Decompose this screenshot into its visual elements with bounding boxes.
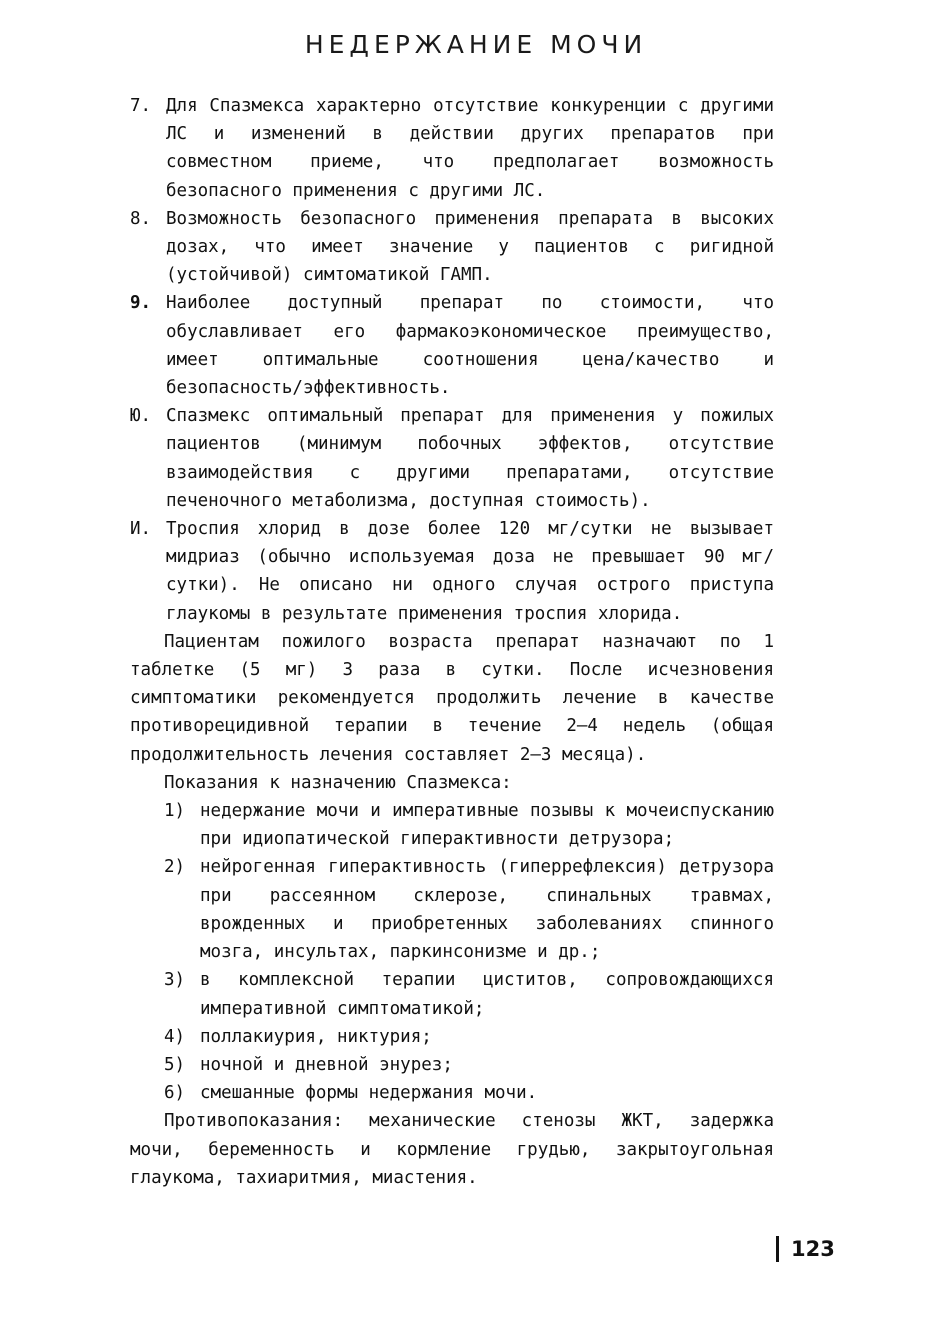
item-number: 9.: [130, 293, 152, 314]
item-text: Возможность безопасного применения препарата в высоких дозах, что имеет значение у пациентов с ригидной (устойчивой) симтоматикой ГАМП.: [166, 208, 774, 286]
contraindications-paragraph: Противопоказания: механические стенозы ЖКТ, задержка мочи, беременность и кормление грудью, закрытоугольная глаукома, тахиаритмия, миастения.: [130, 1111, 774, 1188]
dosage-paragraph: Пациентам пожилого возраста препарат назначают по 1 таблетке (5 мг) 3 раза в сутки. После исчезновения симптоматики рекомендуется продолжить лечение в качестве противорецидивной терапии в течение 2–4 недель (общая продолжительность лечения составляет 2–3 месяца).: [130, 631, 774, 765]
item-text: Троспия хлорид в дозе более 120 мг/сутки не вызывает мидриаз (обычно используемая доза не превышает 90 мг/сутки). Не описано ни одного случая острого приступа глаукомы в результате применения троспия хлорида.: [166, 519, 774, 624]
indications-heading: Показания к назначению Спазмекса:: [164, 772, 512, 793]
item-number: 4): [164, 1026, 186, 1047]
item-number: 7.: [130, 96, 152, 116]
item-text: нейрогенная гиперактивность (гиперрефлексия) детрузора при рассеянном склерозе, спинальных травмах, врожденных и приобретенных заболеваниях спинного мозга, инсультах, паркинсонизме и др.;: [200, 857, 774, 963]
indication-item: [130, 1051, 774, 1079]
item-text: недержание мочи и императивные позывы к мочеиспусканию при идиопатической гиперактивности детрузора;: [200, 801, 774, 850]
item-text: поллакиурия, никтурия;: [200, 1026, 432, 1047]
item-number: 8.: [130, 208, 152, 229]
item-text: смешанные формы недержания мочи.: [200, 1083, 538, 1104]
item-text: Спазмекс оптимальный препарат для применения у пожилых пациентов (минимум побочных эффектов, отсутствие взаимодействия с другими препаратами, отсутствие печеночного метаболизма, доступная стоимость).: [166, 406, 774, 511]
running-header: НЕДЕРЖАНИЕ МОЧИ: [304, 30, 648, 59]
page-number: 123: [791, 1237, 835, 1261]
page-footer: [776, 1236, 835, 1262]
item-number: 3): [164, 970, 186, 991]
list-item: [130, 515, 774, 628]
item-number: Ю.: [130, 406, 152, 427]
list-item: [130, 402, 774, 515]
list-item: [130, 205, 774, 290]
indication-item: [130, 797, 774, 853]
footer-divider: [776, 1236, 779, 1262]
item-number: И.: [130, 519, 152, 540]
item-text: в комплексной терапии циститов, сопровождающихся императивной симптоматикой;: [200, 970, 774, 1019]
indication-item: [130, 966, 774, 1022]
item-text: Для Спазмекса характерно отсутствие конкуренции с другими ЛС и изменений в действии других препаратов при совместном приеме, что предполагает возможность безопасного применения с другими ЛС.: [166, 96, 774, 201]
item-text: ночной и дневной энурез;: [200, 1054, 453, 1075]
item-number: 5): [164, 1054, 186, 1075]
item-number: 6): [164, 1083, 186, 1104]
indication-item: [130, 1023, 774, 1051]
page-body: [130, 92, 774, 1192]
indication-item: [130, 853, 774, 966]
item-number: 2): [164, 857, 186, 878]
item-number: 1): [164, 801, 186, 822]
item-text: Наиболее доступный препарат по стоимости, что обуславливает его фармакоэкономическое преимущество, имеет оптимальные соотношения цена/качество и безопасность/эффективность.: [166, 293, 774, 399]
list-item: [130, 92, 774, 205]
list-item: [130, 289, 774, 402]
indication-item: [130, 1079, 774, 1107]
